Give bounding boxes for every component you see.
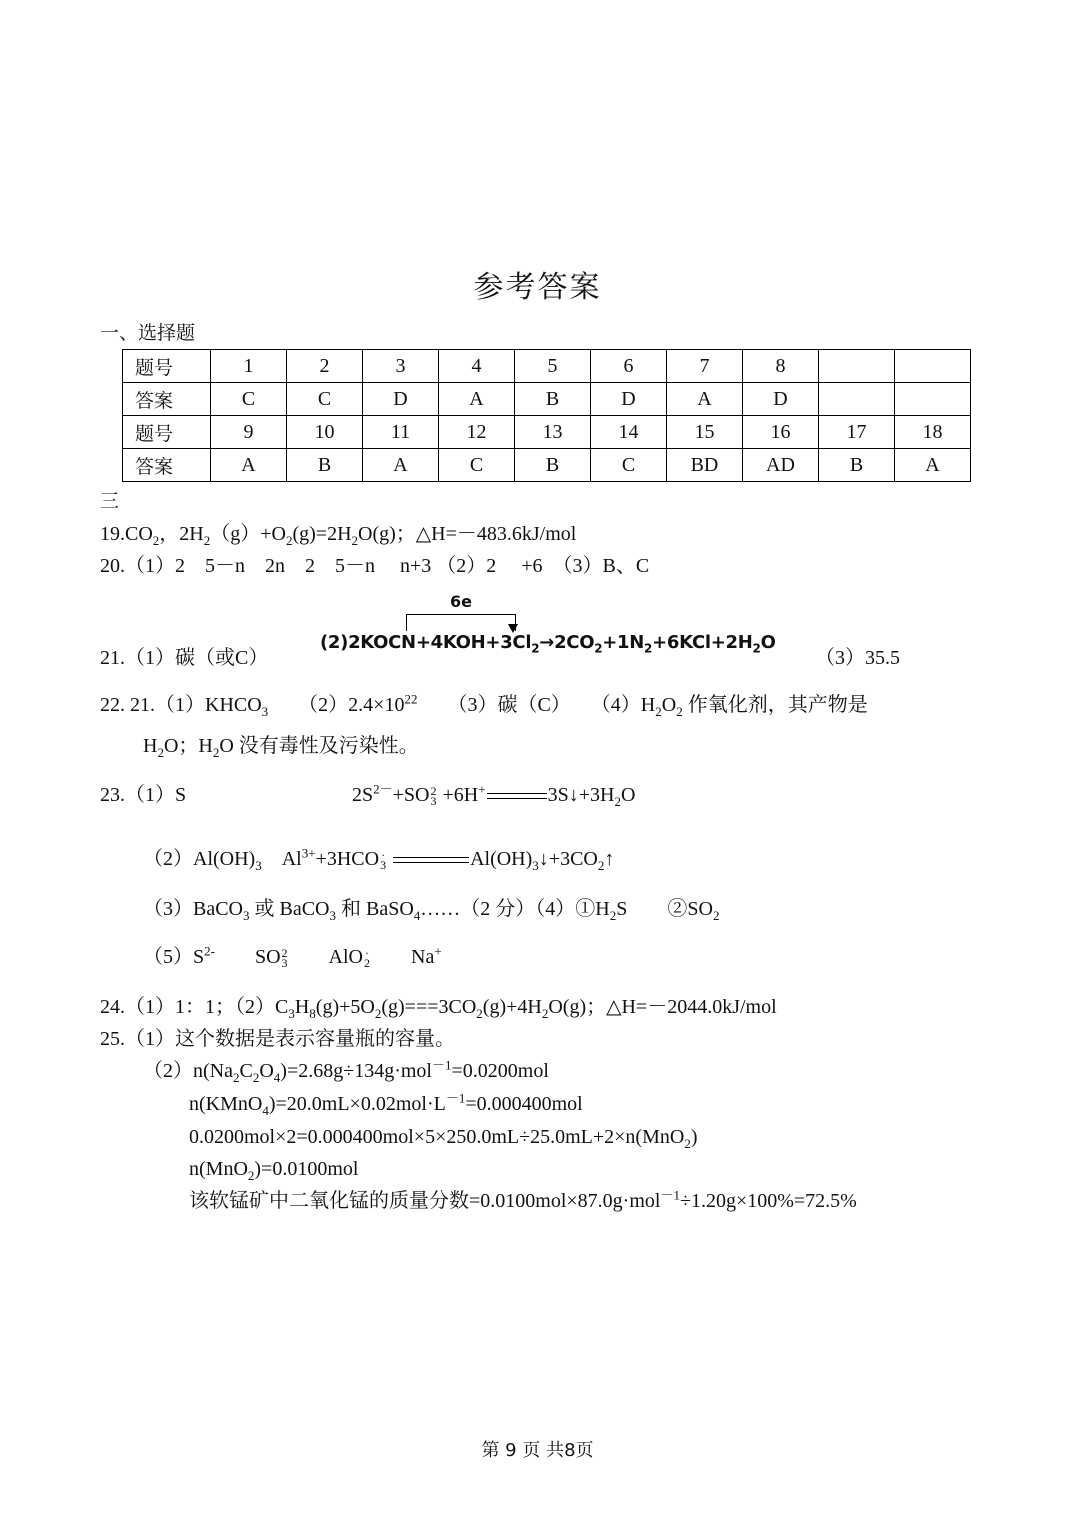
table-cell: 14 — [591, 416, 667, 449]
table-cell: 8 — [743, 350, 819, 383]
row-header: 答案 — [123, 449, 211, 482]
table-cell: B — [515, 383, 591, 416]
table-cell: 4 — [439, 350, 515, 383]
table-cell: C — [439, 449, 515, 482]
section-heading-three: 三 — [100, 490, 120, 512]
table-cell: C — [211, 383, 287, 416]
answer-24: 24.（1）1：1；$(2)C_3H_8(g)+5O_2(g)===3CO_2(g)+4H_2O(g)$；△H=－2044.0kJ/mol — [100, 996, 777, 1021]
table-cell: 11 — [363, 416, 439, 449]
table-cell: D — [363, 383, 439, 416]
table-cell: D — [591, 383, 667, 416]
table-cell: BD — [667, 449, 743, 482]
table-cell: 1 — [211, 350, 287, 383]
electron-transfer-bracket — [406, 614, 516, 631]
answer-25-part1: 25.（1）这个数据是表示容量瓶的容量。 — [100, 1028, 455, 1050]
answer-25-line3: 0.0200mol×2=0.000400mol×5×250.0mL÷25.0mL+2×n(MnO$_2$) — [189, 1126, 698, 1151]
answer-23-part1: 23.（1）S — [100, 784, 187, 806]
table-cell: B — [515, 449, 591, 482]
page-footer: 第 9 页 共8页 — [481, 1440, 594, 1461]
table-cell: 3 — [363, 350, 439, 383]
table-cell: 5 — [515, 350, 591, 383]
answer-21-part3: （3）35.5 — [815, 647, 900, 669]
answer-25-line5: 该软锰矿中二氧化锰的质量分数=0.0100mol×87.0g·mol$^{-1}$÷1.20g×100%=72.5% — [189, 1187, 857, 1212]
answer-table — [122, 349, 971, 482]
table-cell: AD — [743, 449, 819, 482]
answer-25-line1: $(2)n(Na_2C_2O_4)=2.68g\div 134g\cdot mol^{-1}=0.0200mol$ — [143, 1057, 549, 1085]
table-cell: 12 — [439, 416, 515, 449]
answer-20: 20.（1）2 5－n 2n 2 5－n n+3 （2）2 +6 （3）B、C — [100, 555, 650, 577]
row-header: 答案 — [123, 383, 211, 416]
answer-table-row — [123, 416, 971, 449]
table-cell: 7 — [667, 350, 743, 383]
answer-25-line4: n(MnO$_2$)=0.0100mol — [189, 1158, 359, 1183]
table-cell: 2 — [287, 350, 363, 383]
answer-table-row — [123, 449, 971, 482]
answer-23-part2: $(2)Al(OH)_3$ $Al^{3+}+3HCO$ · 3 $Al(OH)_3↓+3CO_2↑$ — [143, 845, 615, 873]
table-cell: 10 — [287, 416, 363, 449]
table-cell: C — [591, 449, 667, 482]
table-cell: B — [819, 449, 895, 482]
table-cell — [895, 383, 971, 416]
answer-23-part5: $(5)S^{2-}$ SO 2 3 AlO · 2 Na+ — [143, 943, 442, 971]
table-cell: 16 — [743, 416, 819, 449]
answer-19: $19.CO_2$，$2H_2(g)+O_2(g)=2H_2O(g)$；△H=－483.6kJ/mol — [100, 523, 577, 548]
answer-25-line2: $n(KMnO_4)=20.0mL\times 0.02mol\cdot L^{-1}=0.000400mol$ — [189, 1090, 583, 1118]
table-cell: D — [743, 383, 819, 416]
table-cell: A — [363, 449, 439, 482]
table-cell: 17 — [819, 416, 895, 449]
answer-23-equation1: $2S^{2-}+SO$ 2 3 +6H+ $3S↓+3H_2O$ — [352, 781, 636, 809]
table-cell: C — [287, 383, 363, 416]
table-cell: A — [667, 383, 743, 416]
section-heading-choice: 一、选择题 — [100, 322, 196, 344]
table-cell: A — [211, 449, 287, 482]
table-cell: 15 — [667, 416, 743, 449]
table-cell — [819, 350, 895, 383]
table-cell — [895, 350, 971, 383]
answer-21-part1: 21.（1）碳（或C） — [100, 647, 269, 669]
row-header: 题号 — [123, 416, 211, 449]
answer-22: 22. $21.(1)KHCO_3$ $(2)2.4\times 10^{22}$ （3）碳（C） $(4)H_2O_2$ 作氧化剂，其产物是 — [100, 691, 868, 719]
answer-21-equation: $(2)2KOCN+4KOH+3Cl_2\to 2CO_2+1N_2+6KCl+2H_2O$ — [320, 632, 776, 656]
table-cell — [819, 383, 895, 416]
electron-transfer-label: 6e — [450, 592, 472, 611]
table-cell: 6 — [591, 350, 667, 383]
page-title: 参考答案 — [473, 270, 602, 305]
table-cell: A — [895, 449, 971, 482]
answer-22-cont: $H_2O$；$H_2O$ 没有毒性及污染性。 — [143, 735, 419, 760]
table-cell: 13 — [515, 416, 591, 449]
answer-23-part3-4: （3）BaCO$_3$ 或 BaCO$_3$ 和 BaSO$_4$……（2 分）$(4)①H_2S$ $②SO_2$ — [143, 898, 720, 923]
answer-table-row — [123, 383, 971, 416]
table-cell: A — [439, 383, 515, 416]
table-cell: 18 — [895, 416, 971, 449]
answer-table-row — [123, 350, 971, 383]
table-cell: B — [287, 449, 363, 482]
row-header: 题号 — [123, 350, 211, 383]
table-cell: 9 — [211, 416, 287, 449]
